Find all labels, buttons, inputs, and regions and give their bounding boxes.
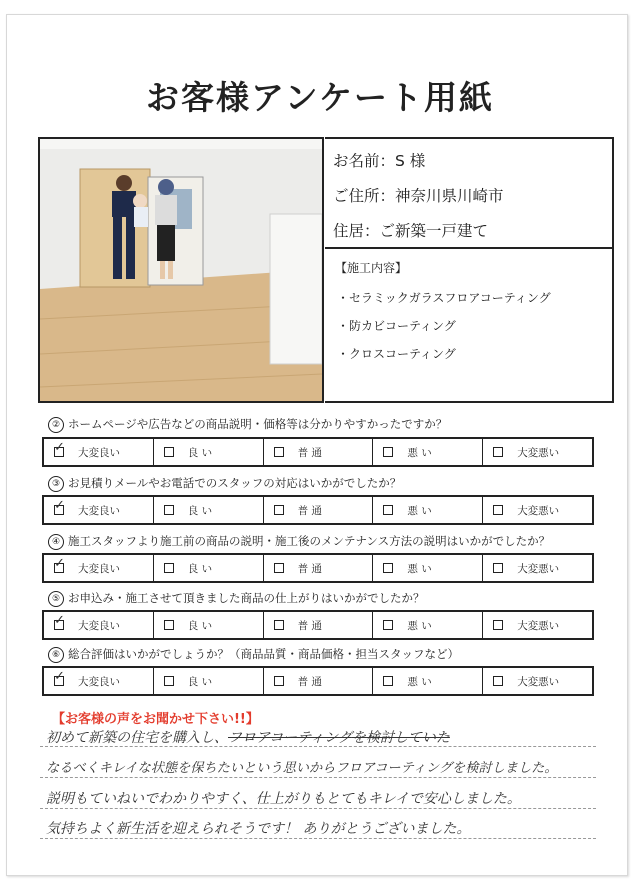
checked-box-icon[interactable] bbox=[54, 447, 64, 457]
question-3 bbox=[48, 475, 401, 492]
checkbox-icon[interactable] bbox=[383, 505, 393, 515]
option-very-bad[interactable] bbox=[483, 612, 592, 638]
customer-address: ご住所：神奈川県川崎市 bbox=[333, 187, 504, 205]
handwritten-text: 初めて新築の住宅を購入し、 bbox=[46, 730, 228, 746]
checkbox-icon[interactable] bbox=[383, 447, 393, 457]
option-label: 大変悪い bbox=[517, 562, 560, 575]
question-number: ② bbox=[48, 417, 64, 433]
option-label: 悪 い bbox=[407, 619, 432, 632]
option-label: 大変悪い bbox=[517, 619, 560, 632]
option-label: 普 通 bbox=[297, 619, 322, 632]
option-label: 悪 い bbox=[407, 446, 432, 459]
question-2 bbox=[48, 416, 447, 433]
page-title: お客様アンケート用紙 bbox=[145, 78, 495, 117]
option-good[interactable] bbox=[154, 668, 264, 694]
write-line bbox=[40, 838, 596, 839]
option-good[interactable] bbox=[154, 439, 264, 465]
question-text: 総合評価はいかがでしょうか？（商品品質・商品価格・担当スタッフなど） bbox=[68, 647, 459, 661]
option-label: 普 通 bbox=[297, 562, 322, 575]
option-label: 大変良い bbox=[78, 675, 120, 688]
option-label: 大変良い bbox=[78, 562, 120, 575]
write-line bbox=[40, 808, 596, 809]
checked-box-icon[interactable] bbox=[54, 505, 64, 515]
customer-residence: 住居：ご新築一戸建て bbox=[333, 222, 489, 240]
checkbox-icon[interactable] bbox=[383, 676, 393, 686]
question-number: ④ bbox=[48, 534, 64, 550]
option-bad[interactable] bbox=[373, 497, 483, 523]
option-label: 悪 い bbox=[407, 504, 432, 517]
question-text: お見積りメールやお電話でのスタッフの対応はいかがでしたか？ bbox=[68, 476, 402, 490]
option-label: 大変悪い bbox=[517, 675, 560, 688]
option-very-bad[interactable] bbox=[483, 497, 592, 523]
checkbox-icon[interactable] bbox=[164, 563, 174, 573]
checkbox-icon[interactable] bbox=[383, 563, 393, 573]
option-label: 良 い bbox=[187, 446, 213, 459]
option-average[interactable] bbox=[264, 668, 374, 694]
checkbox-icon[interactable] bbox=[274, 447, 284, 457]
handwritten-line-4: 気持ちよく新生活を迎えられそうです！ ありがとうございました。 bbox=[46, 821, 471, 837]
checkbox-icon[interactable] bbox=[493, 505, 503, 515]
checkbox-icon[interactable] bbox=[493, 620, 503, 630]
checkbox-icon[interactable] bbox=[274, 505, 284, 515]
customer-name: お名前：S 様 bbox=[333, 152, 426, 170]
checkbox-icon[interactable] bbox=[274, 563, 284, 573]
work-item-cloth-coating: ・クロスコーティング bbox=[337, 347, 456, 361]
checkbox-icon[interactable] bbox=[493, 447, 503, 457]
checkbox-icon[interactable] bbox=[164, 676, 174, 686]
option-label: 普 通 bbox=[297, 675, 322, 688]
option-label: 大変良い bbox=[78, 619, 120, 632]
checked-box-icon[interactable] bbox=[54, 620, 64, 630]
answer-row-5 bbox=[42, 610, 594, 640]
question-4 bbox=[48, 533, 550, 550]
option-bad[interactable] bbox=[373, 555, 483, 581]
answer-row-3 bbox=[42, 495, 594, 525]
option-label: 良 い bbox=[187, 619, 213, 632]
option-label: 良 い bbox=[187, 562, 213, 575]
question-text: 施工スタッフより施工前の商品の説明・施工後のメンテナンス方法の説明はいかがでしたか？ bbox=[68, 534, 551, 548]
checked-box-icon[interactable] bbox=[54, 563, 64, 573]
option-average[interactable] bbox=[264, 555, 374, 581]
checkbox-icon[interactable] bbox=[274, 620, 284, 630]
option-very-bad[interactable] bbox=[483, 555, 592, 581]
customer-info-box bbox=[325, 137, 614, 249]
option-very-good[interactable] bbox=[44, 439, 154, 465]
checkbox-icon[interactable] bbox=[164, 620, 174, 630]
room-photo-illustration bbox=[40, 139, 322, 401]
answer-row-6 bbox=[42, 666, 594, 696]
option-very-good[interactable] bbox=[44, 668, 154, 694]
checkbox-icon[interactable] bbox=[164, 447, 174, 457]
struck-text: フロアコーティング bbox=[228, 730, 352, 746]
option-label: 普 通 bbox=[297, 504, 322, 517]
option-label: 悪 い bbox=[407, 562, 432, 575]
option-label: 良 い bbox=[187, 504, 213, 517]
option-label: 大変悪い bbox=[517, 446, 560, 459]
question-number: ⑥ bbox=[48, 647, 64, 663]
option-average[interactable] bbox=[264, 612, 374, 638]
option-very-bad[interactable] bbox=[483, 668, 592, 694]
question-5 bbox=[48, 590, 425, 607]
work-details-box bbox=[325, 248, 614, 403]
work-heading: 【施工内容】 bbox=[335, 261, 408, 275]
checkbox-icon[interactable] bbox=[493, 563, 503, 573]
option-average[interactable] bbox=[264, 497, 374, 523]
option-bad[interactable] bbox=[373, 612, 483, 638]
write-line bbox=[40, 777, 596, 778]
handwritten-line-2: なるべくキレイな状態を保ちたいという思いからフロアコーティングを検討しました。 bbox=[46, 761, 558, 776]
option-label: 悪 い bbox=[407, 675, 432, 688]
option-bad[interactable] bbox=[373, 668, 483, 694]
option-good[interactable] bbox=[154, 555, 264, 581]
question-6 bbox=[48, 646, 459, 663]
work-item-mold-coating: ・防カビコーティング bbox=[337, 319, 456, 333]
option-label: 普 通 bbox=[297, 446, 322, 459]
handwritten-line-3: 説明もていねいでわかりやすく、仕上がりもとてもキレイで安心しました。 bbox=[46, 791, 521, 807]
option-good[interactable] bbox=[154, 612, 264, 638]
question-text: ホームページや広告などの商品説明・価格等は分かりやすかったですか？ bbox=[68, 417, 448, 431]
question-number: ⑤ bbox=[48, 591, 64, 607]
voice-heading: 【お客様の声をお聞かせ下さい!!】 bbox=[52, 712, 259, 727]
option-label: 大変良い bbox=[78, 504, 120, 517]
option-very-good[interactable] bbox=[44, 555, 154, 581]
question-text: お申込み・施工させて頂きました商品の仕上がりはいかがでしたか？ bbox=[68, 591, 425, 605]
answer-row-2 bbox=[42, 437, 594, 467]
option-very-good[interactable] bbox=[44, 497, 154, 523]
handwritten-line-1 bbox=[46, 727, 450, 747]
checkbox-icon[interactable] bbox=[164, 505, 174, 515]
option-label: 大変良い bbox=[78, 446, 120, 459]
struck-text: を検討していた bbox=[351, 730, 450, 746]
question-number: ③ bbox=[48, 476, 64, 492]
option-label: 良 い bbox=[187, 675, 213, 688]
answer-row-4 bbox=[42, 553, 594, 583]
option-very-good[interactable] bbox=[44, 612, 154, 638]
option-good[interactable] bbox=[154, 497, 264, 523]
option-bad[interactable] bbox=[373, 439, 483, 465]
option-very-bad[interactable] bbox=[483, 439, 592, 465]
work-item-floor-coating: ・セラミックガラスフロアコーティング bbox=[337, 291, 551, 305]
option-average[interactable] bbox=[264, 439, 374, 465]
checkbox-icon[interactable] bbox=[274, 676, 284, 686]
checkbox-icon[interactable] bbox=[493, 676, 503, 686]
option-label: 大変悪い bbox=[517, 504, 560, 517]
checkbox-icon[interactable] bbox=[383, 620, 393, 630]
customer-photo bbox=[38, 137, 324, 403]
checked-box-icon[interactable] bbox=[54, 676, 64, 686]
